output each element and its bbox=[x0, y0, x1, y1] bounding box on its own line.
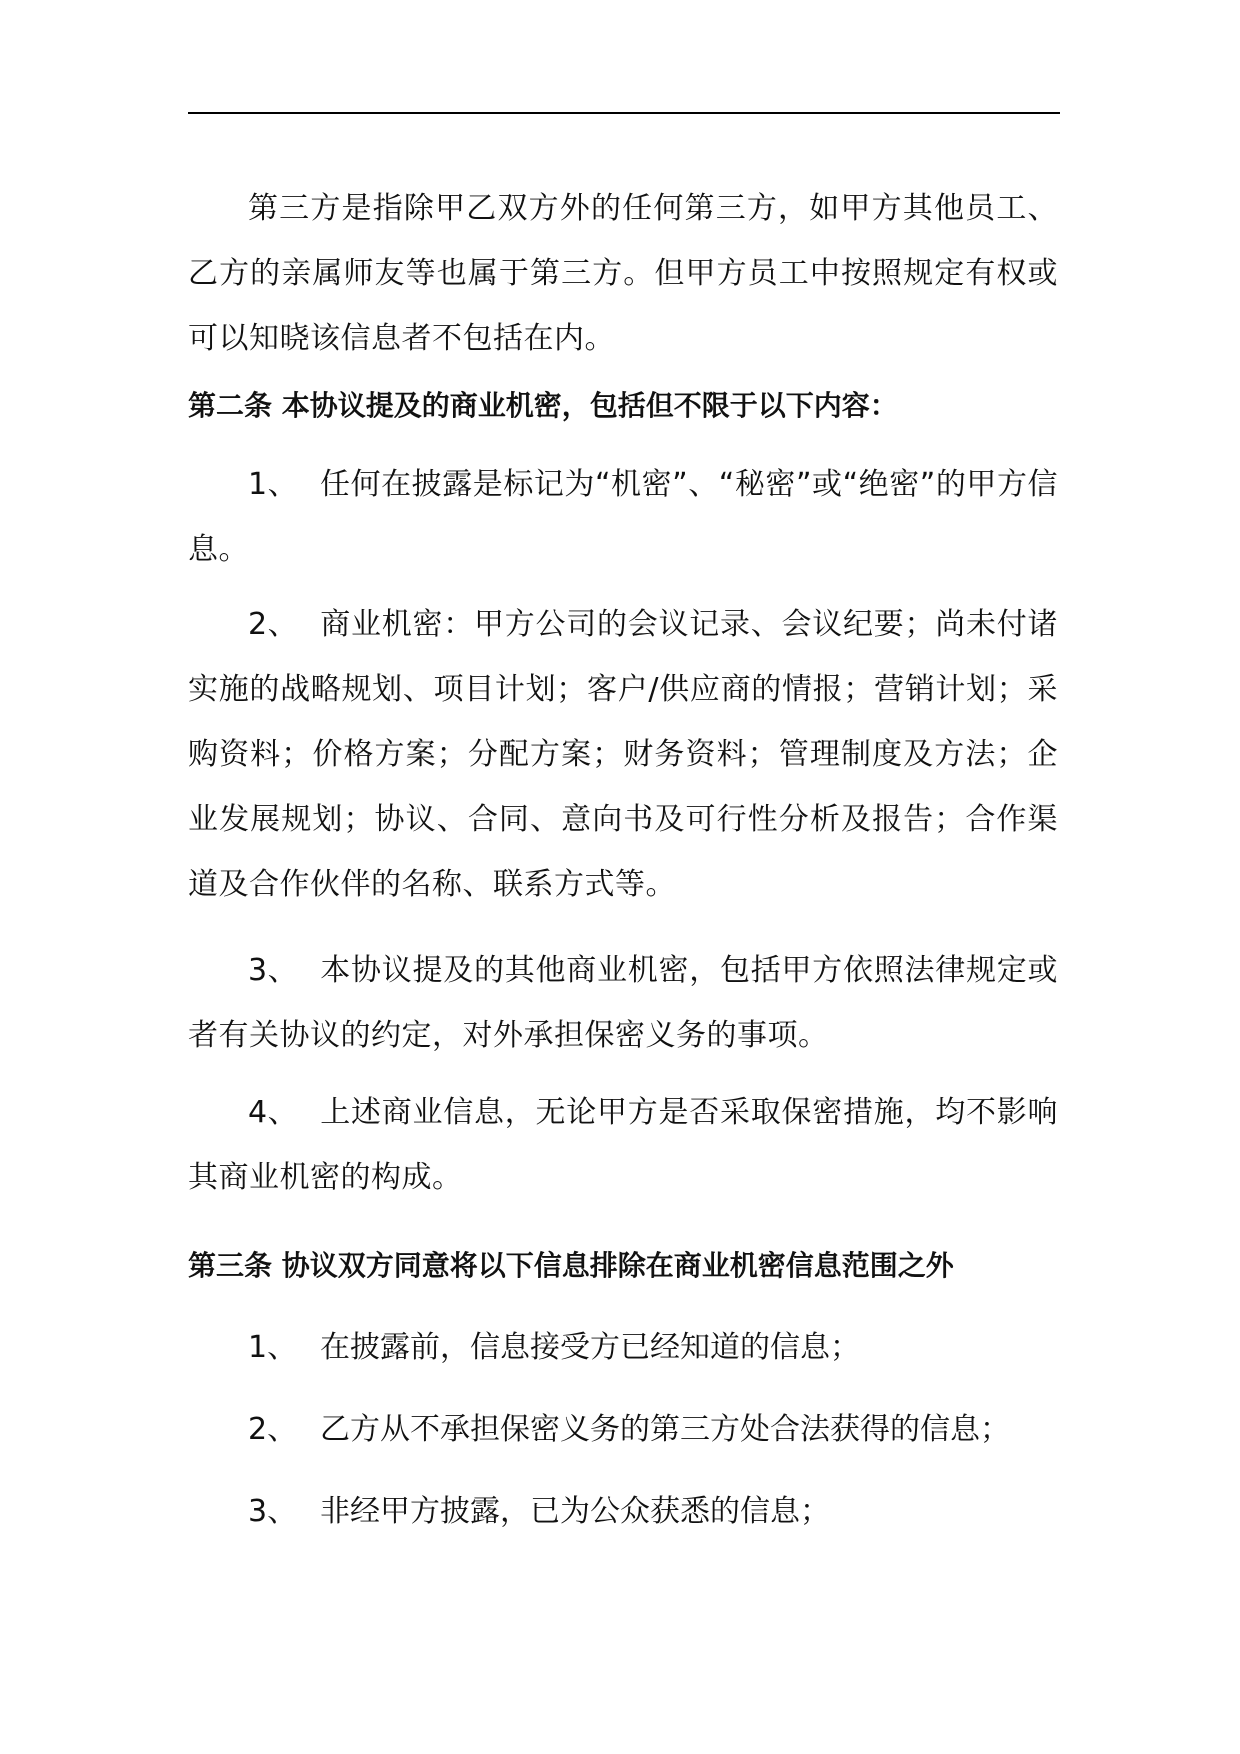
item-number: 4、 bbox=[248, 1095, 299, 1130]
article-3-item-2 bbox=[248, 1410, 1010, 1450]
article-2-heading: 第二条 本协议提及的商业机密，包括但不限于以下内容： bbox=[188, 389, 898, 422]
item-number: 3、 bbox=[248, 1494, 298, 1529]
article-3-heading: 第三条 协议双方同意将以下信息排除在商业机密信息范围之外 bbox=[188, 1249, 954, 1282]
item-text: 任何在披露是标记为“机密”、“秘密”或“绝密”的甲方信息。 bbox=[188, 467, 1058, 567]
article-2-item-1 bbox=[188, 452, 1058, 582]
item-text: 上述商业信息，无论甲方是否采取保密措施，均不影响其商业机密的构成。 bbox=[188, 1095, 1058, 1195]
article-2-item-2 bbox=[188, 592, 1058, 917]
article-2-item-3 bbox=[188, 938, 1058, 1068]
item-text: 商业机密：甲方公司的会议记录、会议纪要；尚未付诸实施的战略规划、项目计划；客户/供应商的情报；营销计划；采购资料；价格方案；分配方案；财务资料；管理制度及方法；企业发展规划；协议、合同、意向书及可行性分析及报告；合作渠道及合作伙伴的名称、联系方式等。 bbox=[188, 607, 1058, 902]
item-number: 2、 bbox=[248, 1412, 298, 1447]
article-2-item-4 bbox=[188, 1080, 1058, 1210]
article-3-item-1 bbox=[248, 1328, 860, 1368]
intro-paragraph: 第三方是指除甲乙双方外的任何第三方，如甲方其他员工、乙方的亲属师友等也属于第三方。但甲方员工中按照规定有权或可以知晓该信息者不包括在内。 bbox=[188, 191, 1058, 356]
item-number: 2、 bbox=[248, 607, 299, 642]
item-text: 非经甲方披露，已为公众获悉的信息； bbox=[320, 1494, 830, 1529]
header-rule bbox=[188, 112, 1060, 114]
item-number: 3、 bbox=[248, 953, 299, 988]
item-text: 本协议提及的其他商业机密，包括甲方依照法律规定或者有关协议的约定，对外承担保密义务的事项。 bbox=[188, 953, 1058, 1053]
item-text: 乙方从不承担保密义务的第三方处合法获得的信息； bbox=[320, 1412, 1010, 1447]
article-3-item-3 bbox=[248, 1492, 830, 1532]
item-text: 在披露前，信息接受方已经知道的信息； bbox=[320, 1330, 860, 1365]
item-number: 1、 bbox=[248, 1330, 298, 1365]
item-number: 1、 bbox=[248, 467, 299, 502]
